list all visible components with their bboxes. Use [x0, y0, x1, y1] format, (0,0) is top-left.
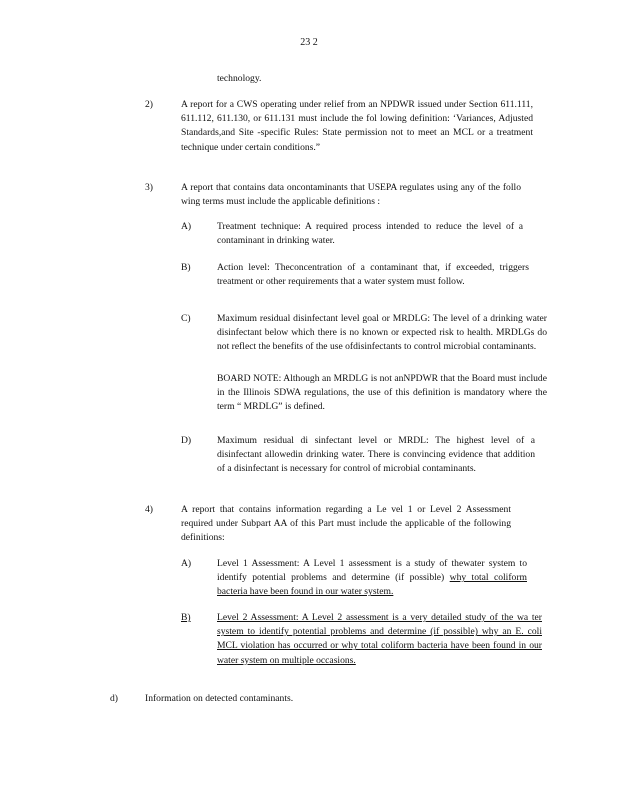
page-number: 23 2	[300, 37, 318, 48]
item-3c-label: C)	[181, 313, 191, 324]
item-3-label: 3)	[145, 182, 153, 193]
item-3c-text: Maximum residual disinfectant level goal or MRDLG: The level of a drinking water disinfectant below which there is no known or expected risk to health. MRDLGs do not reflect the benefits of the use ofdisinfectants to control microbial contaminants.	[217, 313, 547, 353]
item-4-label: 4)	[145, 504, 153, 515]
item-4a-text-underlined: why total coliform bacteria have been found in our water system.	[217, 572, 527, 598]
item-4a-text	[217, 557, 527, 600]
item-2-text: A report for a CWS operating under relief from an NPDWR issued under Section 611.111, 611.112, 611.130, or 611.131 must include the fol lowing definition: ‘Variances, Adjusted Standards,and Site -specific Rules: State permission not to meet an MCL or a treatment technique under certain conditions.”	[181, 99, 533, 153]
item-4b-label-text: B)	[181, 612, 191, 623]
item-4-text: A report that contains information regarding a Le vel 1 or Level 2 Assessment required under Subpart AA of this Part must include the applicable of the following definitions:	[181, 504, 511, 544]
item-d-label: d)	[110, 693, 118, 704]
item-4a-label: A)	[181, 558, 192, 569]
item-3b-label: B)	[181, 262, 191, 273]
item-4b-text: Level 2 Assessment: A Level 2 assessment is a very detailed study of the wa ter system to identify potential problems and determine (if possible) why an E. coli MCL violation has occurred or why total coliform bacteria have been found in our water system on multiple occasions.	[217, 612, 542, 666]
item-d-text: Information on detected contaminants.	[145, 693, 294, 704]
item-3d-text: Maximum residual di sinfectant level or MRDL: The highest level of a disinfectant allowedin drinking water. There is convincing evidence that addition of a disinfectant is necessary for control of microbial contaminants.	[217, 435, 535, 475]
item-2-label: 2)	[145, 99, 153, 110]
item-3-text: A report that contains data oncontaminants that USEPA regulates using any of the follo wing terms must include the applicable definitions :	[181, 182, 521, 208]
continued-text: technology.	[217, 73, 262, 84]
item-3d-label: D)	[181, 435, 192, 446]
board-note: BOARD NOTE: Although an MRDLG is not anNPDWR that the Board must include in the Illinois SDWA regulations, the use of this definition is mandatory where the term “ MRDLG” is defined.	[217, 373, 547, 413]
item-4b-label	[181, 611, 191, 625]
item-3a-label: A)	[181, 221, 192, 232]
item-4a-text-plain: Level 1 Assessment: A Level 1 assessment is a study of thewater system to identify potential problems and determine (if possible)	[217, 558, 527, 584]
item-3b-text: Action level: Theconcentration of a contaminant that, if exceeded, triggers treatment or other requirements that a water system must follow.	[217, 262, 529, 288]
item-3a-text: Treatment technique: A required process intended to reduce the level of a contaminant in drinking water.	[217, 221, 523, 247]
